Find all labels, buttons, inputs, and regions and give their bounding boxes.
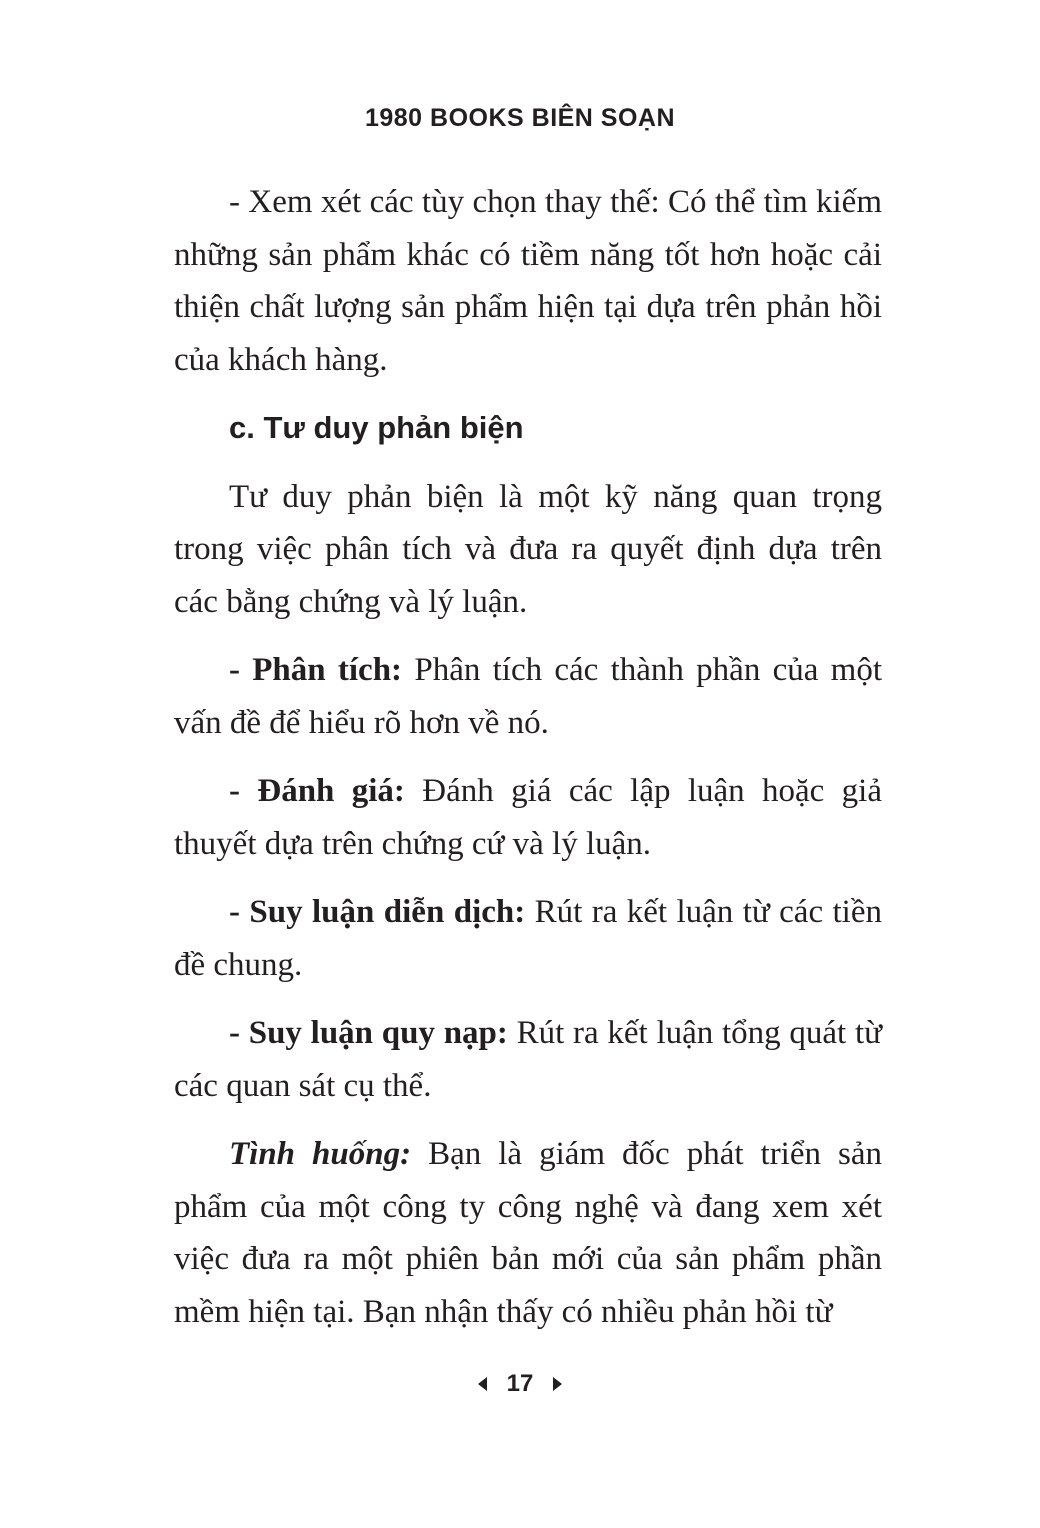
item-label: - Suy luận diễn dịch: <box>229 894 526 930</box>
item-text: Rút ra kết luận tổng quát từ các quan sát cụ thể. <box>174 1015 883 1104</box>
item-text: Phân tích các thành phần của một vấn đề để hiểu rõ hơn về nó. <box>174 652 883 741</box>
item-text: Đánh giá các lập luận hoặc giả thuyết dựa trên chứng cứ và lý luận. <box>174 773 883 862</box>
list-item-evaluation <box>174 765 882 870</box>
list-item-induction <box>174 1007 882 1112</box>
paragraph-intro: Tư duy phản biện là một kỹ năng quan trọng trong việc phân tích và đưa ra quyết định dựa trên các bằng chứng và lý luận. <box>174 478 882 620</box>
page-number: 17 <box>506 1370 534 1397</box>
situation-label: Tình huống: <box>229 1136 412 1172</box>
list-item-analysis <box>174 644 882 749</box>
triangle-left-icon <box>478 1377 487 1391</box>
paragraph-situation <box>174 1128 882 1338</box>
paragraph-alternatives: - Xem xét các tùy chọn thay thế: Có thể tìm kiếm những sản phẩm khác có tiềm năng tốt hơn hoặc cải thiện chất lượng sản phẩm hiện tại dựa trên phản hồi của khách hàng. <box>174 184 882 378</box>
item-label: - Đánh giá: <box>229 773 405 809</box>
item-text: Rút ra kết luận từ các tiền đề chung. <box>174 894 882 983</box>
running-header: 1980 BOOKS BIÊN SOẠN <box>364 104 676 132</box>
triangle-right-icon <box>553 1377 562 1391</box>
page-body <box>174 176 882 1338</box>
situation-text: Bạn là giám đốc phát triển sản phẩm của một công ty công nghệ và đang xem xét việc đưa ra một phiên bản mới của sản phẩm phần mềm hiện tại. Bạn nhận thấy có nhiều phản hồi từ <box>174 1136 882 1330</box>
item-label: - Suy luận quy nạp: <box>229 1015 508 1051</box>
list-item-deduction <box>174 886 882 991</box>
section-heading: c. Tư duy phản biện <box>229 410 524 445</box>
item-label: - Phân tích: <box>229 652 403 688</box>
page-footer <box>0 1370 1040 1398</box>
